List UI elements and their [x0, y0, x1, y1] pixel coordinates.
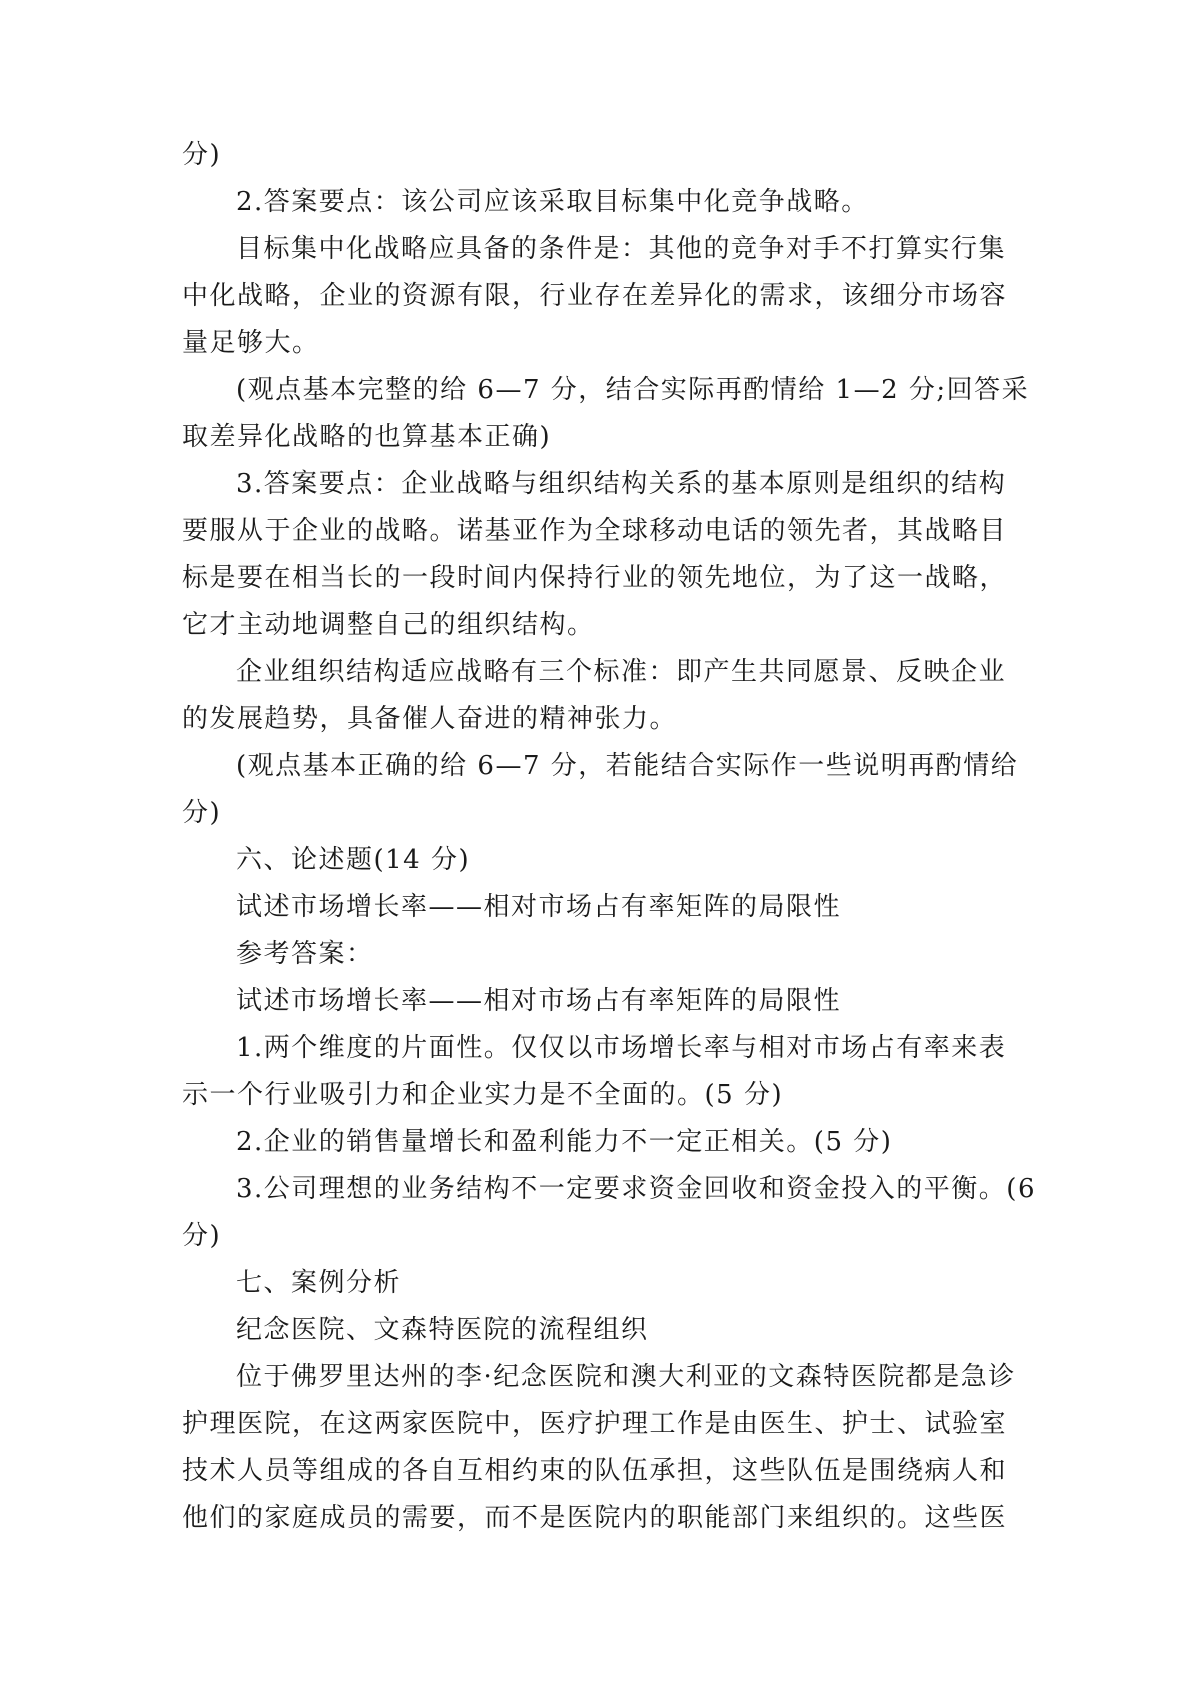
text-line: 中化战略，企业的资源有限，行业存在差异化的需求，该细分市场容: [182, 281, 1008, 311]
case-title: 纪念医院、文森特医院的流程组织: [236, 1315, 649, 1345]
section-heading: 六、论述题(14 分): [236, 845, 471, 875]
text-line: 量足够大。: [182, 328, 320, 358]
text-line: (观点基本完整的给 6—7 分，结合实际再酌情给 1—2 分;回答采: [236, 375, 1030, 405]
text-line: 位于佛罗里达州的李·纪念医院和澳大利亚的文森特医院都是急诊: [236, 1362, 1016, 1392]
text-line: 要服从于企业的战略。诺基亚作为全球移动电话的领先者，其战略目: [182, 516, 1008, 546]
text-line: 标是要在相当长的一段时间内保持行业的领先地位，为了这一战略，: [182, 563, 1008, 593]
text-line: 护理医院，在这两家医院中，医疗护理工作是由医生、护士、试验室: [182, 1409, 1008, 1439]
text-line: 1.两个维度的片面性。仅仅以市场增长率与相对市场占有率来表: [236, 1033, 1007, 1063]
text-line: (观点基本正确的给 6—7 分，若能结合实际作一些说明再酌情给: [236, 751, 1019, 781]
text-line: 示一个行业吸引力和企业实力是不全面的。(5 分): [182, 1080, 784, 1110]
text-line: 取差异化战略的也算基本正确): [182, 422, 552, 452]
text-line: 它才主动地调整自己的组织结构。: [182, 610, 595, 640]
section-heading: 七、案例分析: [236, 1268, 402, 1298]
text-line: 2.企业的销售量增长和盈利能力不一定正相关。(5 分): [236, 1127, 893, 1157]
document-page: [182, 132, 1036, 1542]
text-line: 3.答案要点：企业战略与组织结构关系的基本原则是组织的结构: [236, 469, 1007, 499]
answer-label: 参考答案：: [236, 939, 374, 969]
question-text: 试述市场增长率——相对市场占有率矩阵的局限性: [236, 892, 842, 922]
text-line: 分): [182, 798, 222, 828]
text-line: 分): [182, 140, 222, 170]
text-line: 3.公司理想的业务结构不一定要求资金回收和资金投入的平衡。(6: [236, 1174, 1036, 1204]
text-line: 试述市场增长率——相对市场占有率矩阵的局限性: [236, 986, 842, 1016]
text-line: 目标集中化战略应具备的条件是：其他的竞争对手不打算实行集: [236, 234, 1007, 264]
text-line: 的发展趋势，具备催人奋进的精神张力。: [182, 704, 678, 734]
text-line: 2.答案要点：该公司应该采取目标集中化竞争战略。: [236, 187, 869, 217]
text-line: 他们的家庭成员的需要，而不是医院内的职能部门来组织的。这些医: [182, 1503, 1008, 1533]
text-line: 企业组织结构适应战略有三个标准：即产生共同愿景、反映企业: [236, 657, 1007, 687]
text-line: 分): [182, 1221, 222, 1251]
text-line: 技术人员等组成的各自互相约束的队伍承担，这些队伍是围绕病人和: [182, 1456, 1008, 1486]
